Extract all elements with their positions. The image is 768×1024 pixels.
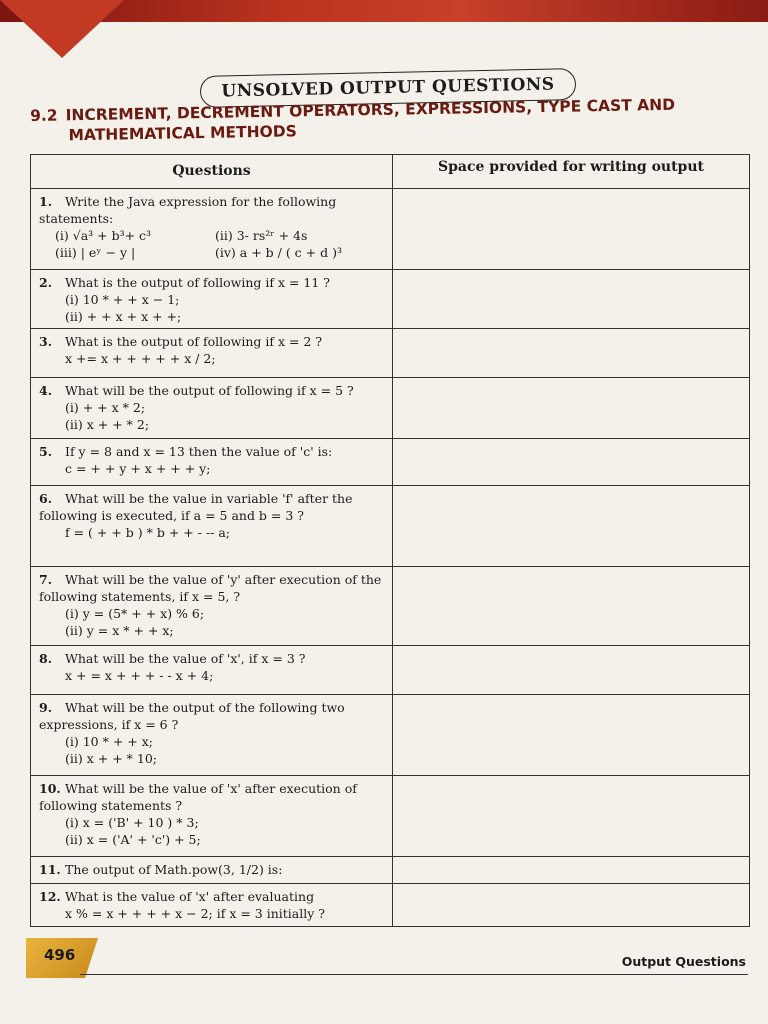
answer-space[interactable] [393,646,749,694]
question-number: 8. [39,651,53,666]
answer-space[interactable] [393,884,749,926]
section-title-line2: MATHEMATICAL METHODS [68,122,297,145]
question-row [31,377,749,438]
answer-space[interactable] [393,567,749,645]
sub-line: (ii) x = ('A' + 'c') + 5; [65,832,201,847]
question-number: 12. [39,889,61,904]
sub-line: x + = x + + + - - x + 4; [65,668,214,683]
sub-line: x % = x + + + + x − 2; if x = 3 initially ? [65,906,325,921]
question-text: Write the Java expression for the following statements: [39,194,337,226]
section-title-line1: INCREMENT, DECREMENT OPERATORS, EXPRESSIONS, TYPE CAST AND [65,95,676,125]
answer-space[interactable] [393,189,749,269]
answer-space[interactable] [393,270,749,328]
option: (iv) a + b / ( c + d )³ [215,245,342,260]
corner-triangle-decoration [0,0,124,58]
sub-line: (i) x = ('B' + 10 ) * 3; [65,815,199,830]
question-number: 9. [39,700,53,715]
question-row [31,188,749,269]
answer-space[interactable] [393,329,749,377]
question-number: 2. [39,275,53,290]
section-number: 9.2 [30,106,58,125]
question-number: 6. [39,491,53,506]
question-row [31,269,749,328]
question-row [31,694,749,775]
question-text: If y = 8 and x = 13 then the value of 'c' is: [65,444,333,459]
footer-divider [80,974,748,975]
question-number: 11. [39,862,61,877]
option: (ii) 3- rs²ʳ + 4s [215,228,308,243]
sub-line: (i) 10 * + + x − 1; [65,292,180,307]
questions-column-header: Questions [31,155,393,188]
question-text: What will be the value of 'x' after execution of following statements ? [39,781,357,813]
question-number: 7. [39,572,53,587]
footer-title: Output Questions [621,954,746,969]
questions-table [30,154,750,927]
table-header-row [31,155,749,188]
sub-line: (ii) x + + * 2; [65,417,150,432]
question-text: What will be the value of 'x', if x = 3 ? [65,651,306,666]
sub-line: (i) 10 * + + x; [65,734,153,749]
page-number: 496 [44,946,76,964]
question-number: 1. [39,194,53,209]
answer-space[interactable] [393,776,749,856]
question-text: What is the output of following if x = 2 ? [65,334,323,349]
sub-line: (ii) x + + * 10; [65,751,157,766]
question-text: What is the output of following if x = 11 ? [65,275,330,290]
question-row [31,328,749,377]
section-heading [30,94,691,146]
question-row [31,856,749,883]
question-number: 3. [39,334,53,349]
sub-line: (ii) + + x + x + +; [65,309,182,324]
question-row [31,566,749,645]
sub-line: c = + + y + x + + + y; [65,461,211,476]
question-number: 4. [39,383,53,398]
option: (iii) | eʸ − y | [55,245,136,260]
answer-space[interactable] [393,439,749,485]
question-row [31,775,749,856]
answer-space[interactable] [393,486,749,566]
question-text: What will be the output of following if x = 5 ? [65,383,354,398]
question-text: What will be the value of 'y' after execution of the following statements, if x = 5, ? [39,572,382,604]
question-row [31,645,749,694]
question-text: What will be the output of the following two expressions, if x = 6 ? [39,700,345,732]
question-number: 5. [39,444,53,459]
sub-line: (i) y = (5* + + x) % 6; [65,606,205,621]
question-row [31,883,749,926]
option: (i) √a³ + b³+ c³ [55,228,152,243]
question-text: What will be the value in variable 'f' after the following is executed, if a = 5 and b = 3 ? [39,491,353,523]
question-row [31,485,749,566]
answer-space[interactable] [393,857,749,883]
answer-space[interactable] [393,695,749,775]
question-text: The output of Math.pow(3, 1/2) is: [65,862,283,877]
answer-space[interactable] [393,378,749,438]
question-text: What is the value of 'x' after evaluating [65,889,315,904]
question-number: 10. [39,781,61,796]
sub-line: (ii) y = x * + + x; [65,623,174,638]
sub-line: (i) + + x * 2; [65,400,146,415]
sub-line: x += x + + + + + x / 2; [65,351,216,366]
page-title: UNSOLVED OUTPUT QUESTIONS [200,68,577,108]
sub-line: f = ( + + b ) * b + + - -- a; [65,525,230,540]
question-row [31,438,749,485]
output-column-header: Space provided for writing output [438,159,704,175]
